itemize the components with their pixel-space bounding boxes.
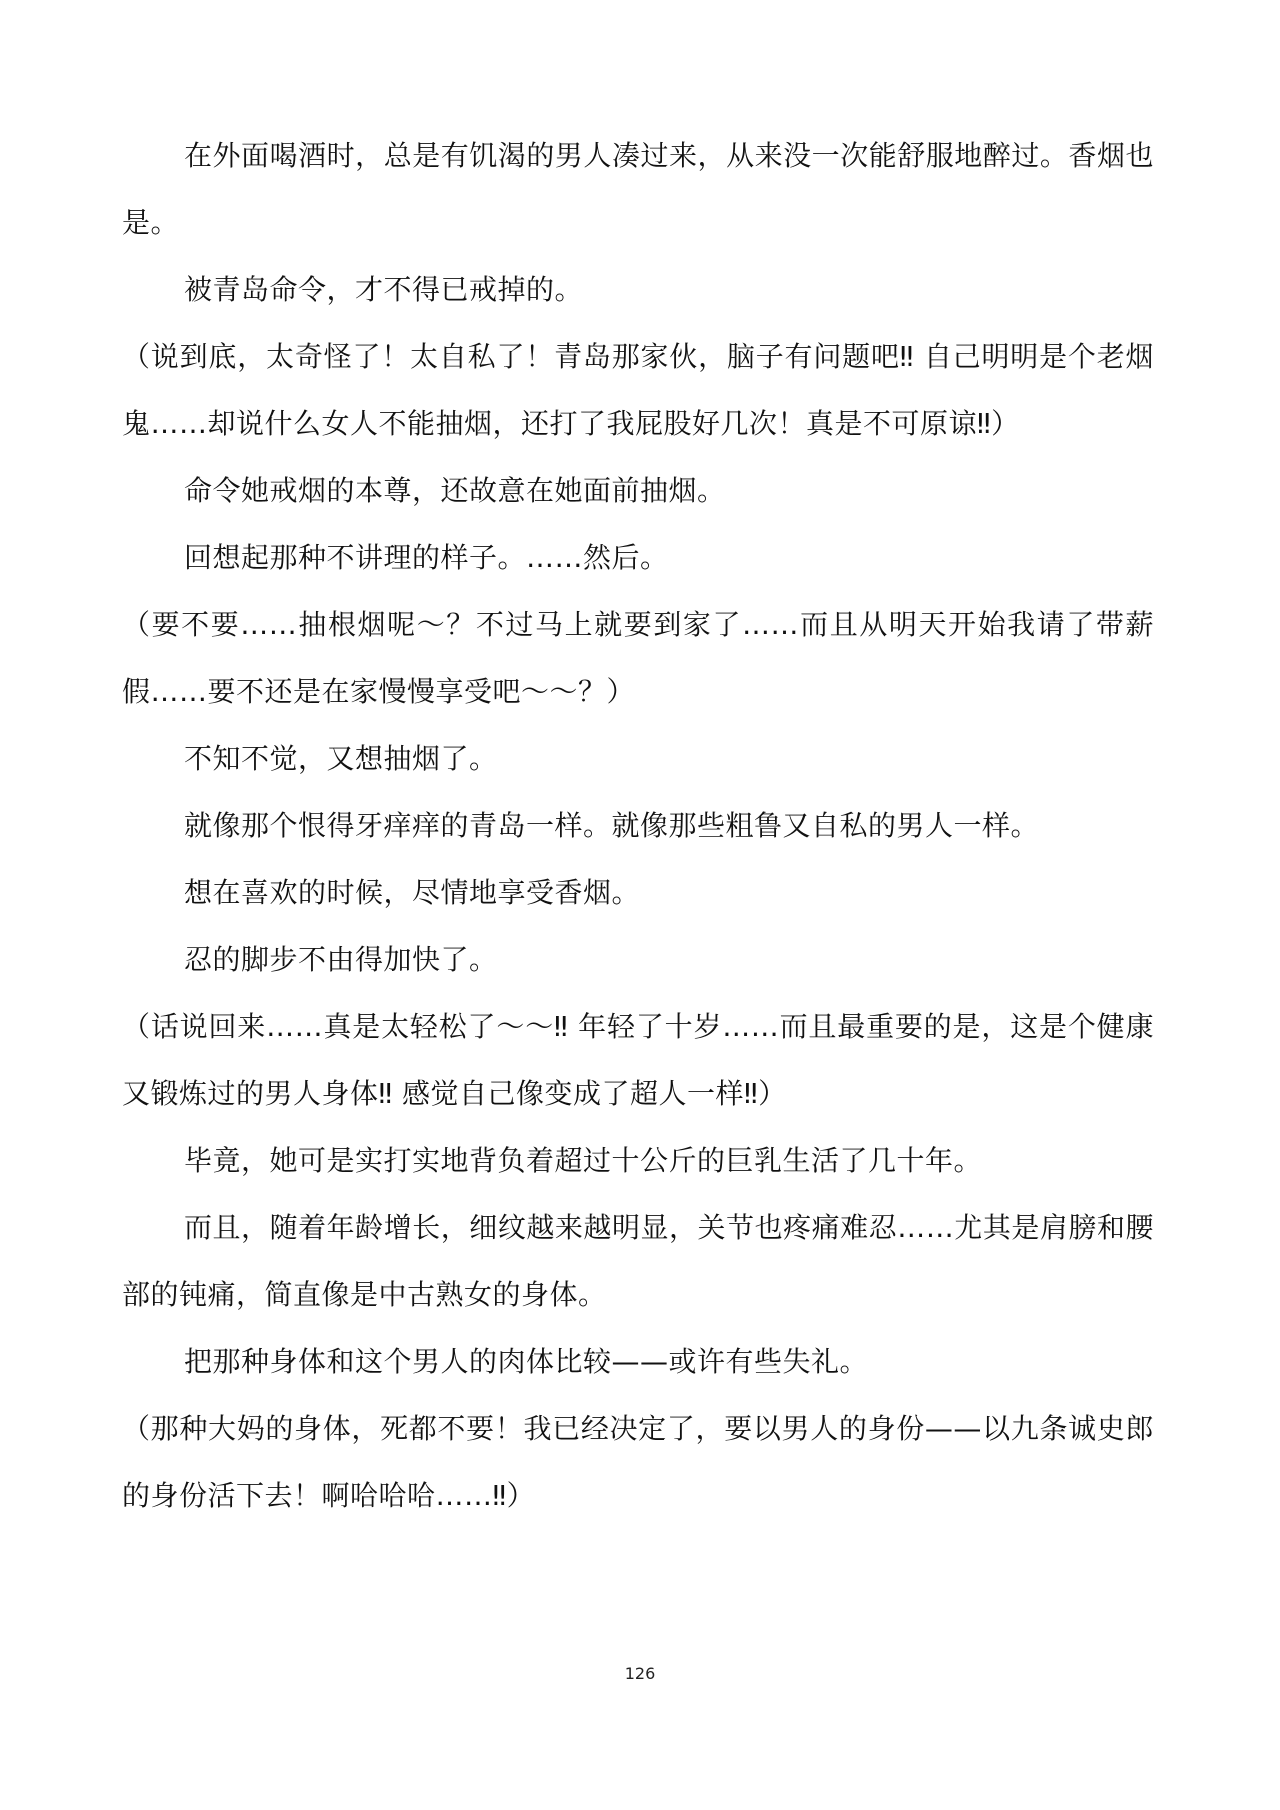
thought-paragraph-11: （话说回来……真是太轻松了～～‼ 年轻了十岁……而且最重要的是，这是个健康又锻炼过的男人身体‼ 感觉自己像变成了超人一样‼） bbox=[122, 1010, 1154, 1110]
page-number: 126 bbox=[624, 1664, 656, 1683]
paragraph-1: 在外面喝酒时，总是有饥渴的男人凑过来，从来没一次能舒服地醉过。香烟也是。 bbox=[122, 139, 1154, 239]
paragraph-13: 而且，随着年龄增长，细纹越来越明显，关节也疼痛难忍……尤其是肩膀和腰部的钝痛，简直像是中古熟女的身体。 bbox=[122, 1211, 1154, 1311]
paragraph-2: 被青岛命令，才不得已戒掉的。 bbox=[184, 273, 584, 306]
paragraph-8: 就像那个恨得牙痒痒的青岛一样。就像那些粗鲁又自私的男人一样。 bbox=[184, 809, 1040, 842]
paragraph-7: 不知不觉，又想抽烟了。 bbox=[184, 742, 498, 775]
paragraph-5: 回想起那种不讲理的样子。……然后。 bbox=[184, 541, 669, 574]
body-text bbox=[122, 122, 1154, 1529]
thought-paragraph-15: （那种大妈的身体，死都不要！我已经决定了，要以男人的身份——以九条诚史郎的身份活下去！啊哈哈哈……‼） bbox=[122, 1412, 1154, 1512]
paragraph-14: 把那种身体和这个男人的肉体比较——或许有些失礼。 bbox=[184, 1345, 869, 1378]
paragraph-10: 忍的脚步不由得加快了。 bbox=[184, 943, 498, 976]
thought-paragraph-3: （说到底，太奇怪了！太自私了！青岛那家伙，脑子有问题吧‼ 自己明明是个老烟鬼……却说什么女人不能抽烟，还打了我屁股好几次！真是不可原谅‼） bbox=[122, 340, 1154, 440]
paragraph-9: 想在喜欢的时候，尽情地享受香烟。 bbox=[184, 876, 641, 909]
thought-paragraph-6: （要不要……抽根烟呢～？不过马上就要到家了……而且从明天开始我请了带薪假……要不还是在家慢慢享受吧～～？） bbox=[122, 608, 1154, 708]
paragraph-12: 毕竟，她可是实打实地背负着超过十公斤的巨乳生活了几十年。 bbox=[184, 1144, 983, 1177]
paragraph-4: 命令她戒烟的本尊，还故意在她面前抽烟。 bbox=[184, 474, 726, 507]
